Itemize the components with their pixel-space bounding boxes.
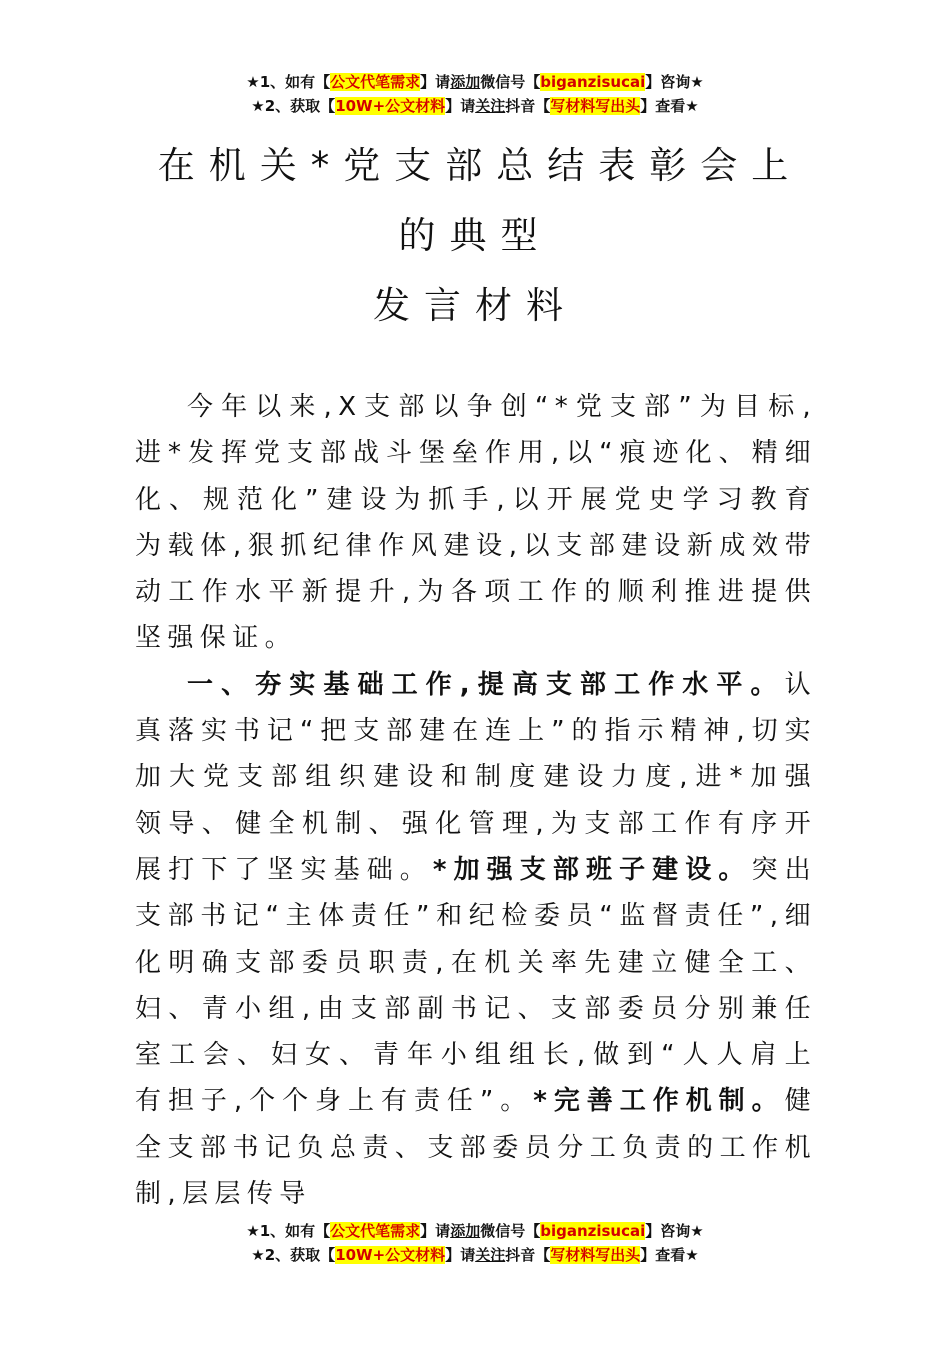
banner-text: ★2、获取【 (251, 97, 336, 115)
paragraph-2 (135, 662, 817, 1214)
banner-text: 】咨询★ (645, 73, 704, 91)
banner-line-2 (0, 1243, 950, 1267)
document-title-line-2: 的典型 (398, 214, 552, 257)
banner-highlight: 10W+公文材料 (335, 1246, 446, 1264)
top-banner (0, 70, 950, 118)
banner-text: ★1、如有【 (246, 73, 331, 91)
document-title-line-3: 发言材料 (373, 284, 577, 327)
banner-underline: 关注 (475, 1246, 506, 1264)
banner-highlight: biganzisucai (540, 1222, 646, 1240)
banner-text: ★2、获取【 (251, 1246, 336, 1264)
paragraph-text: 认真落实书记“把支部建在连上”的指示精神,切实加大党支部组织建设和制度建设力度,进*加强领导、健全机制、强化管理,为支部工作有序开展打下了坚实基础。 (135, 669, 817, 885)
banner-text: 】请 (445, 1246, 476, 1264)
document-title-line-1: 在机关*党支部总结表彰会上 (157, 144, 803, 187)
banner-text: 抖音【 (505, 1246, 551, 1264)
paragraph-text: 突出支部书记“主体责任”和纪检委员“监督责任”,细化明确支部委员职责,在机关率先建立健全工、妇、青小组,由支部副书记、支部委员分别兼任室工会、妇女、青年小组组长,做到“人人肩上有担子,个个身上有责任”。 (135, 854, 817, 1117)
banner-line-2 (0, 94, 950, 118)
banner-highlight: 写材料写出头 (550, 1246, 641, 1264)
banner-line-1 (0, 1219, 950, 1243)
banner-text: 】查看★ (640, 97, 699, 115)
bottom-banner (0, 1219, 950, 1267)
banner-text: 】查看★ (640, 1246, 699, 1264)
document-body (135, 384, 817, 1214)
section-heading: 一、夯实基础工作,提高支部工作水平。 (187, 669, 785, 700)
banner-text: 】请 (420, 1222, 451, 1240)
banner-text: ★1、如有【 (246, 1222, 331, 1240)
body-area (0, 384, 950, 1214)
banner-text: 】请 (420, 73, 451, 91)
subsection-heading: *加强支部班子建设。 (432, 854, 752, 885)
paragraph-text: 健全支部书记负总责、支部委员分工负责的工作机制,层层传导 (135, 1086, 818, 1210)
banner-highlight: 公文代笔需求 (330, 73, 421, 91)
banner-highlight: 写材料写出头 (550, 97, 641, 115)
banner-text: 抖音【 (505, 97, 551, 115)
banner-text: 微信号【 (480, 73, 541, 91)
banner-text: 】请 (445, 97, 476, 115)
banner-highlight: 10W+公文材料 (335, 97, 446, 115)
banner-underline: 关注 (475, 97, 506, 115)
paragraph-1: 今年以来,X支部以争创“*党支部”为目标,进*发挥党支部战斗堡垒作用,以“痕迹化、精细化、规范化”建设为抓手,以开展党史学习教育为载体,狠抓纪律作风建设,以支部建设新成效带动工作水平新提升,为各项工作的顺利推进提供坚强保证。 (135, 392, 817, 654)
banner-highlight: 公文代笔需求 (330, 1222, 421, 1240)
banner-underline: 添加 (450, 73, 481, 91)
subsection-heading: *完善工作机制。 (533, 1086, 785, 1117)
banner-highlight: biganzisucai (540, 73, 646, 91)
banner-text: 】咨询★ (645, 1222, 704, 1240)
banner-line-1 (0, 70, 950, 94)
banner-text: 微信号【 (480, 1222, 541, 1240)
banner-underline: 添加 (450, 1222, 481, 1240)
